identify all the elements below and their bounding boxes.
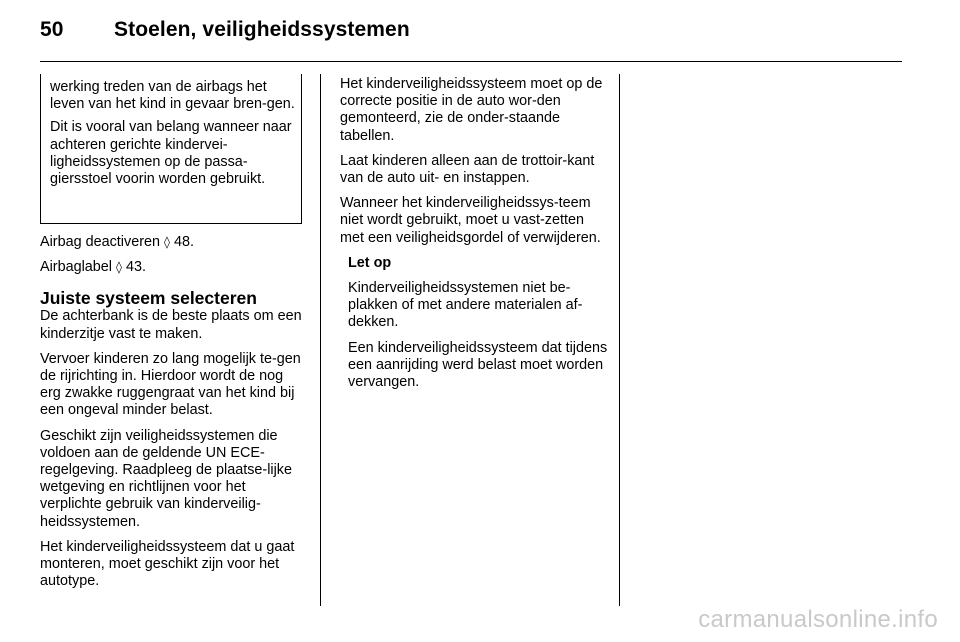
page-header [40,18,410,42]
page-title: Stoelen, veiligheidssystemen [114,18,410,41]
page-ref-arrow-icon: ◊ [164,235,170,249]
xref-label: Airbag deactiveren [40,234,160,250]
body-paragraph: Het kinderveiligheidssysteem moet op de correcte positie in de auto wor-den gemonteerd, zie de onder-staande tabellen. [340,76,603,144]
section-title: Juiste systeem selecteren [40,288,257,309]
column-divider [619,74,620,606]
xref-label: Airbaglabel [40,259,113,276]
body-paragraph: Vervoer kinderen zo lang mogelijk te-gen de rijrichting in. Hierdoor wordt de nog erg zwakke ruggengraat van het kind bij een ongeval minder belast. [40,350,301,419]
warning-paragraph: werking treden van de airbags het leven van het kind in gevaar bren-gen. [50,79,295,113]
warning-paragraph: Dit is vooral van belang wanneer naar achteren gerichte kindervei-ligheidssystemen op de passa-giersstoel voorin worden gebruikt. [50,119,292,188]
warning-box [40,74,302,224]
body-paragraph: De achterbank is de beste plaats om een kinderzitje vast te maken. [40,308,302,342]
body-paragraph: Geschikt zijn veiligheidssystemen die voldoen aan de geldende UN ECE-regelgeving. Raadpleeg de plaatse-lijke wetgeving en richtlijnen voor het verplichte gebruik van kinderveilig-heidssystemen. [40,427,293,530]
column-middle [340,76,608,399]
watermark: carmanualsonline.info [698,606,938,633]
page-number: 50 [40,18,64,41]
xref-page: 43. [125,259,146,276]
page-ref-arrow-icon: ◊ [116,260,122,275]
xref-page: 48. [173,234,194,250]
xref-airbag-deactiveren[interactable] [40,234,304,251]
body-paragraph: Het kinderveiligheidssysteem dat u gaat monteren, moet geschikt zijn voor het autotype. [40,538,295,590]
column-divider [320,74,321,606]
body-paragraph: Laat kinderen alleen aan de trottoir-kant van de auto uit- en instappen. [340,152,595,187]
note-label: Let op [348,254,392,271]
note-paragraph: Een kinderveiligheidssysteem dat tijdens een aanrijding werd belast moet worden vervangen. [348,339,608,391]
body-paragraph: Wanneer het kinderveiligheidssys-teem niet wordt gebruikt, moet u vast-zetten met een veiligheidsgordel of verwijderen. [340,195,601,246]
note-block [340,255,608,391]
xref-airbaglabel[interactable] [40,259,304,276]
note-paragraph: Kinderveiligheidssystemen niet be-plakken of met andere materialen af-dekken. [348,280,583,331]
column-left [40,234,304,598]
header-divider [40,61,902,62]
